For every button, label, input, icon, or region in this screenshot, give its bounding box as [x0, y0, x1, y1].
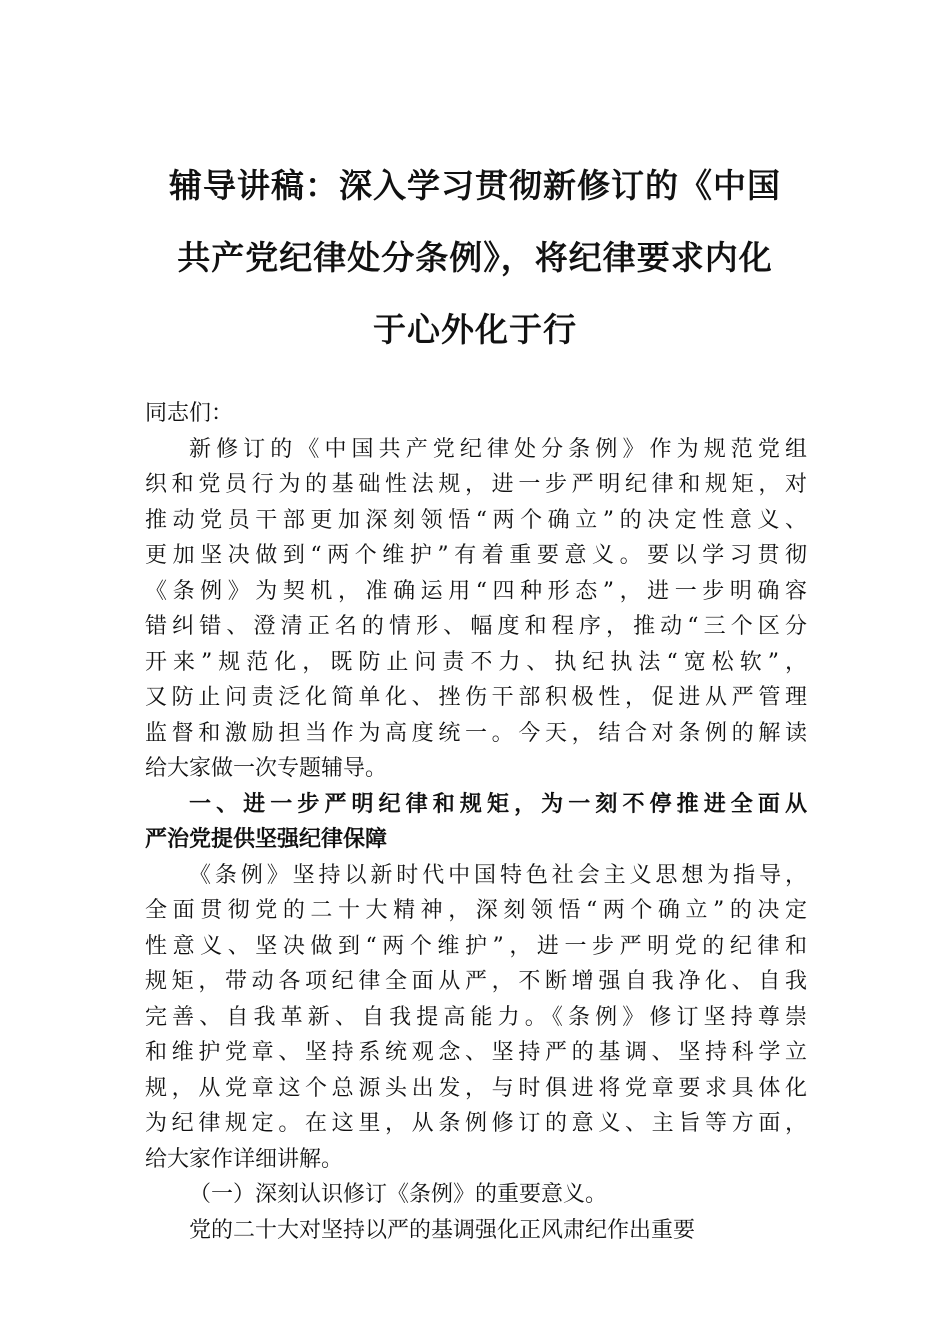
text-line: 规矩，带动各项纪律全面从严，不断增强自我净化、自我 — [145, 969, 807, 994]
text-line: 织和党员行为的基础性法规，进一步严明纪律和规矩，对 — [145, 472, 807, 497]
text-line: 党的二十大对坚持以严的基调强化正风肃纪作出重要 — [189, 1217, 696, 1243]
text-line: 《条例》为契机，准确运用“四种形态”，进一步明确容 — [145, 578, 807, 604]
text-line: 推动党员干部更加深刻领悟“两个确立”的决定性意义、 — [145, 507, 807, 533]
document-title — [145, 150, 805, 366]
intro-paragraph — [145, 432, 807, 787]
text-line: 给大家作详细讲解。 — [145, 1146, 344, 1172]
text-line: 新修订的《中国共产党纪律处分条例》作为规范党组 — [189, 436, 807, 462]
salutation: 同志们： — [145, 401, 234, 426]
text-line: 错纠错、澄清正名的情形、幅度和程序，推动“三个区分 — [145, 614, 807, 639]
text-line: 又防止问责泛化简单化、挫伤干部积极性，促进从严管理 — [145, 685, 807, 710]
subsection-1-heading: （一）深刻认识修订《条例》的重要意义。 — [189, 1182, 608, 1207]
document-body — [145, 396, 807, 1248]
heading-line: 严治党提供坚强纪律保障 — [145, 827, 388, 852]
text-line: 为纪律规定。在这里，从条例修订的意义、主旨等方面， — [145, 1111, 807, 1136]
title-line: 于心外化于行 — [373, 310, 577, 349]
heading-line: 一、进一步严明纪律和规矩，为一刻不停推进全面从 — [189, 791, 807, 817]
text-line: 全面贯彻党的二十大精神，深刻领悟“两个确立”的决定 — [145, 898, 807, 923]
title-line: 辅导讲稿：深入学习贯彻新修订的《中国 — [169, 166, 781, 205]
text-line: 规，从党章这个总源头出发，与时俱进将党章要求具体化 — [145, 1075, 807, 1101]
text-line: 《条例》坚持以新时代中国特色社会主义思想为指导， — [189, 862, 807, 888]
text-line: 开来”规范化，既防止问责不力、执纪执法“宽松软”， — [145, 649, 807, 675]
text-line: 性意义、坚决做到“两个维护”，进一步严明党的纪律和 — [145, 933, 807, 959]
section-1-paragraph — [145, 858, 807, 1178]
text-line: 完善、自我革新、自我提高能力。《条例》修订坚持尊崇 — [145, 1004, 807, 1030]
text-line: 给大家做一次专题辅导。 — [145, 756, 388, 781]
text-line: 和维护党章、坚持系统观念、坚持严的基调、坚持科学立 — [145, 1040, 807, 1065]
text-line: 监督和激励担当作为高度统一。今天，结合对条例的解读 — [145, 720, 807, 746]
text-line: 更加坚决做到“两个维护”有着重要意义。要以学习贯彻 — [145, 543, 807, 568]
title-line: 共产党纪律处分条例》，将纪律要求内化 — [177, 238, 773, 277]
section-1-heading — [145, 787, 807, 858]
